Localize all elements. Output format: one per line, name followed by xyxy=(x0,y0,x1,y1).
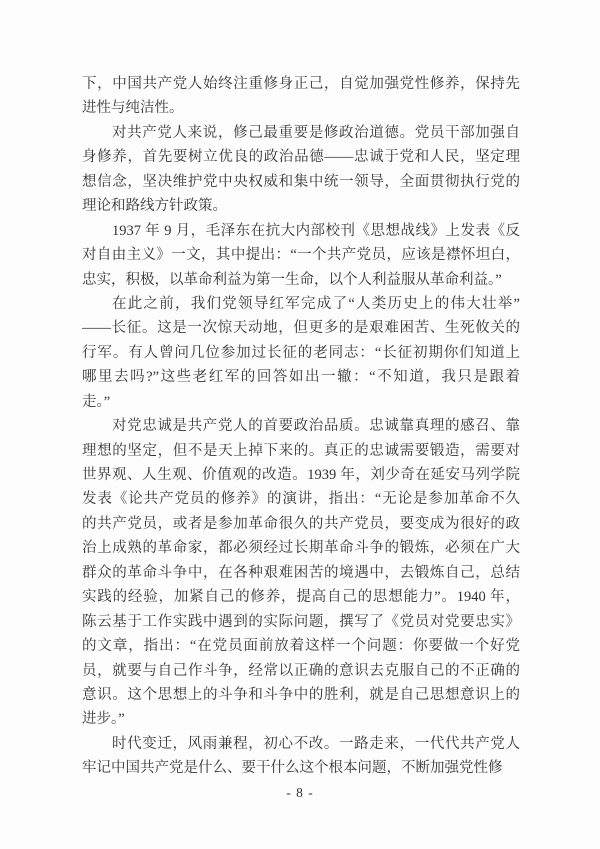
paragraph xyxy=(82,414,520,732)
text-line: 发表《论共产党员的修养》的演讲，指出：“无论是参加革命不久 xyxy=(82,491,520,508)
text-line: 对共产党人来说，修己最重要是修政治道德。党员干部加强自 xyxy=(112,124,520,141)
text-line: 1937 年 9 月，毛泽东在抗大内部校刊《思想战线》上发表《反 xyxy=(112,222,520,239)
text-line: 想信念，坚决维护党中央权威和集中统一领导，全面贯彻执行党的 xyxy=(82,173,520,190)
document-body xyxy=(82,72,520,781)
text-line: 对自由主义》一文，其中提出：“一个共产党员，应该是襟怀坦白， xyxy=(82,247,520,264)
text-line: 员，就要与自己作斗争，经常以正确的意识去克服自己的不正确的 xyxy=(82,662,520,679)
text-line: 在此之前，我们党领导红军完成了“人类历史上的伟大壮举” xyxy=(112,295,520,312)
text-line: 行军。有人曾问几位参加过长征的老同志：“长征初期你们知道上 xyxy=(82,344,520,361)
paragraph xyxy=(82,72,520,121)
text-line: 对党忠诚是共产党人的首要政治品质。忠诚靠真理的感召、靠 xyxy=(112,418,520,435)
text-line: 身修养，首先要树立优良的政治品德——忠诚于党和人民，坚定理 xyxy=(82,149,520,166)
text-line: 进性与纯洁性。 xyxy=(82,100,184,117)
paragraph xyxy=(82,292,520,414)
text-line: 时代变迁，风雨兼程，初心不改。一路走来，一代代共产党人 xyxy=(112,735,520,752)
text-line: 治上成熟的革命家，都必须经过长期革命斗争的锻炼，必须在广大 xyxy=(82,540,520,557)
text-line: 的文章，指出：“在党员面前放着这样一个问题：你要做一个好党 xyxy=(82,638,520,655)
text-line: 群众的革命斗争中，在各种艰难困苦的境遇中，去锻炼自己，总结 xyxy=(82,564,520,581)
text-line: 实践的经验，加紧自己的修养，提高自己的思想能力”。1940 年， xyxy=(82,589,520,606)
paragraph xyxy=(82,732,520,781)
text-line: 哪里去吗?”这些老红军的回答如出一辙：“不知道，我只是跟着 xyxy=(82,369,520,386)
text-line: 走。” xyxy=(82,393,111,410)
text-line: 意识。这个思想上的斗争和斗争中的胜利，就是自己思想意识上的 xyxy=(82,686,520,703)
text-line: ——长征。这是一次惊天动地，但更多的是艰难困苦、生死攸关的 xyxy=(82,320,520,337)
text-line: 下，中国共产党人始终注重修身正己，自觉加强党性修养，保持先 xyxy=(82,76,520,92)
paragraph xyxy=(82,121,520,219)
text-line: 陈云基于工作实践中遇到的实际问题，撰写了《党员对党要忠实》 xyxy=(82,613,520,630)
text-line: 理论和路线方针政策。 xyxy=(82,198,227,215)
paragraph xyxy=(82,219,520,292)
page-number: - 8 - xyxy=(286,785,314,800)
text-line: 进步。” xyxy=(82,711,125,728)
text-line: 世界观、人生观、价值观的改造。1939 年，刘少奇在延安马列学院 xyxy=(82,467,520,483)
text-line: 忠实，积极，以革命利益为第一生命，以个人利益服从革命利益。” xyxy=(82,271,502,288)
text-line: 理想的坚定，但不是天上掉下来的。真正的忠诚需要锻造，需要对 xyxy=(82,442,520,459)
text-line: 的共产党员，或者是参加革命很久的共产党员，要变成为很好的政 xyxy=(82,515,520,532)
text-line: 牢记中国共产党是什么、要干什么这个根本问题，不断加强党性修 xyxy=(82,760,503,777)
